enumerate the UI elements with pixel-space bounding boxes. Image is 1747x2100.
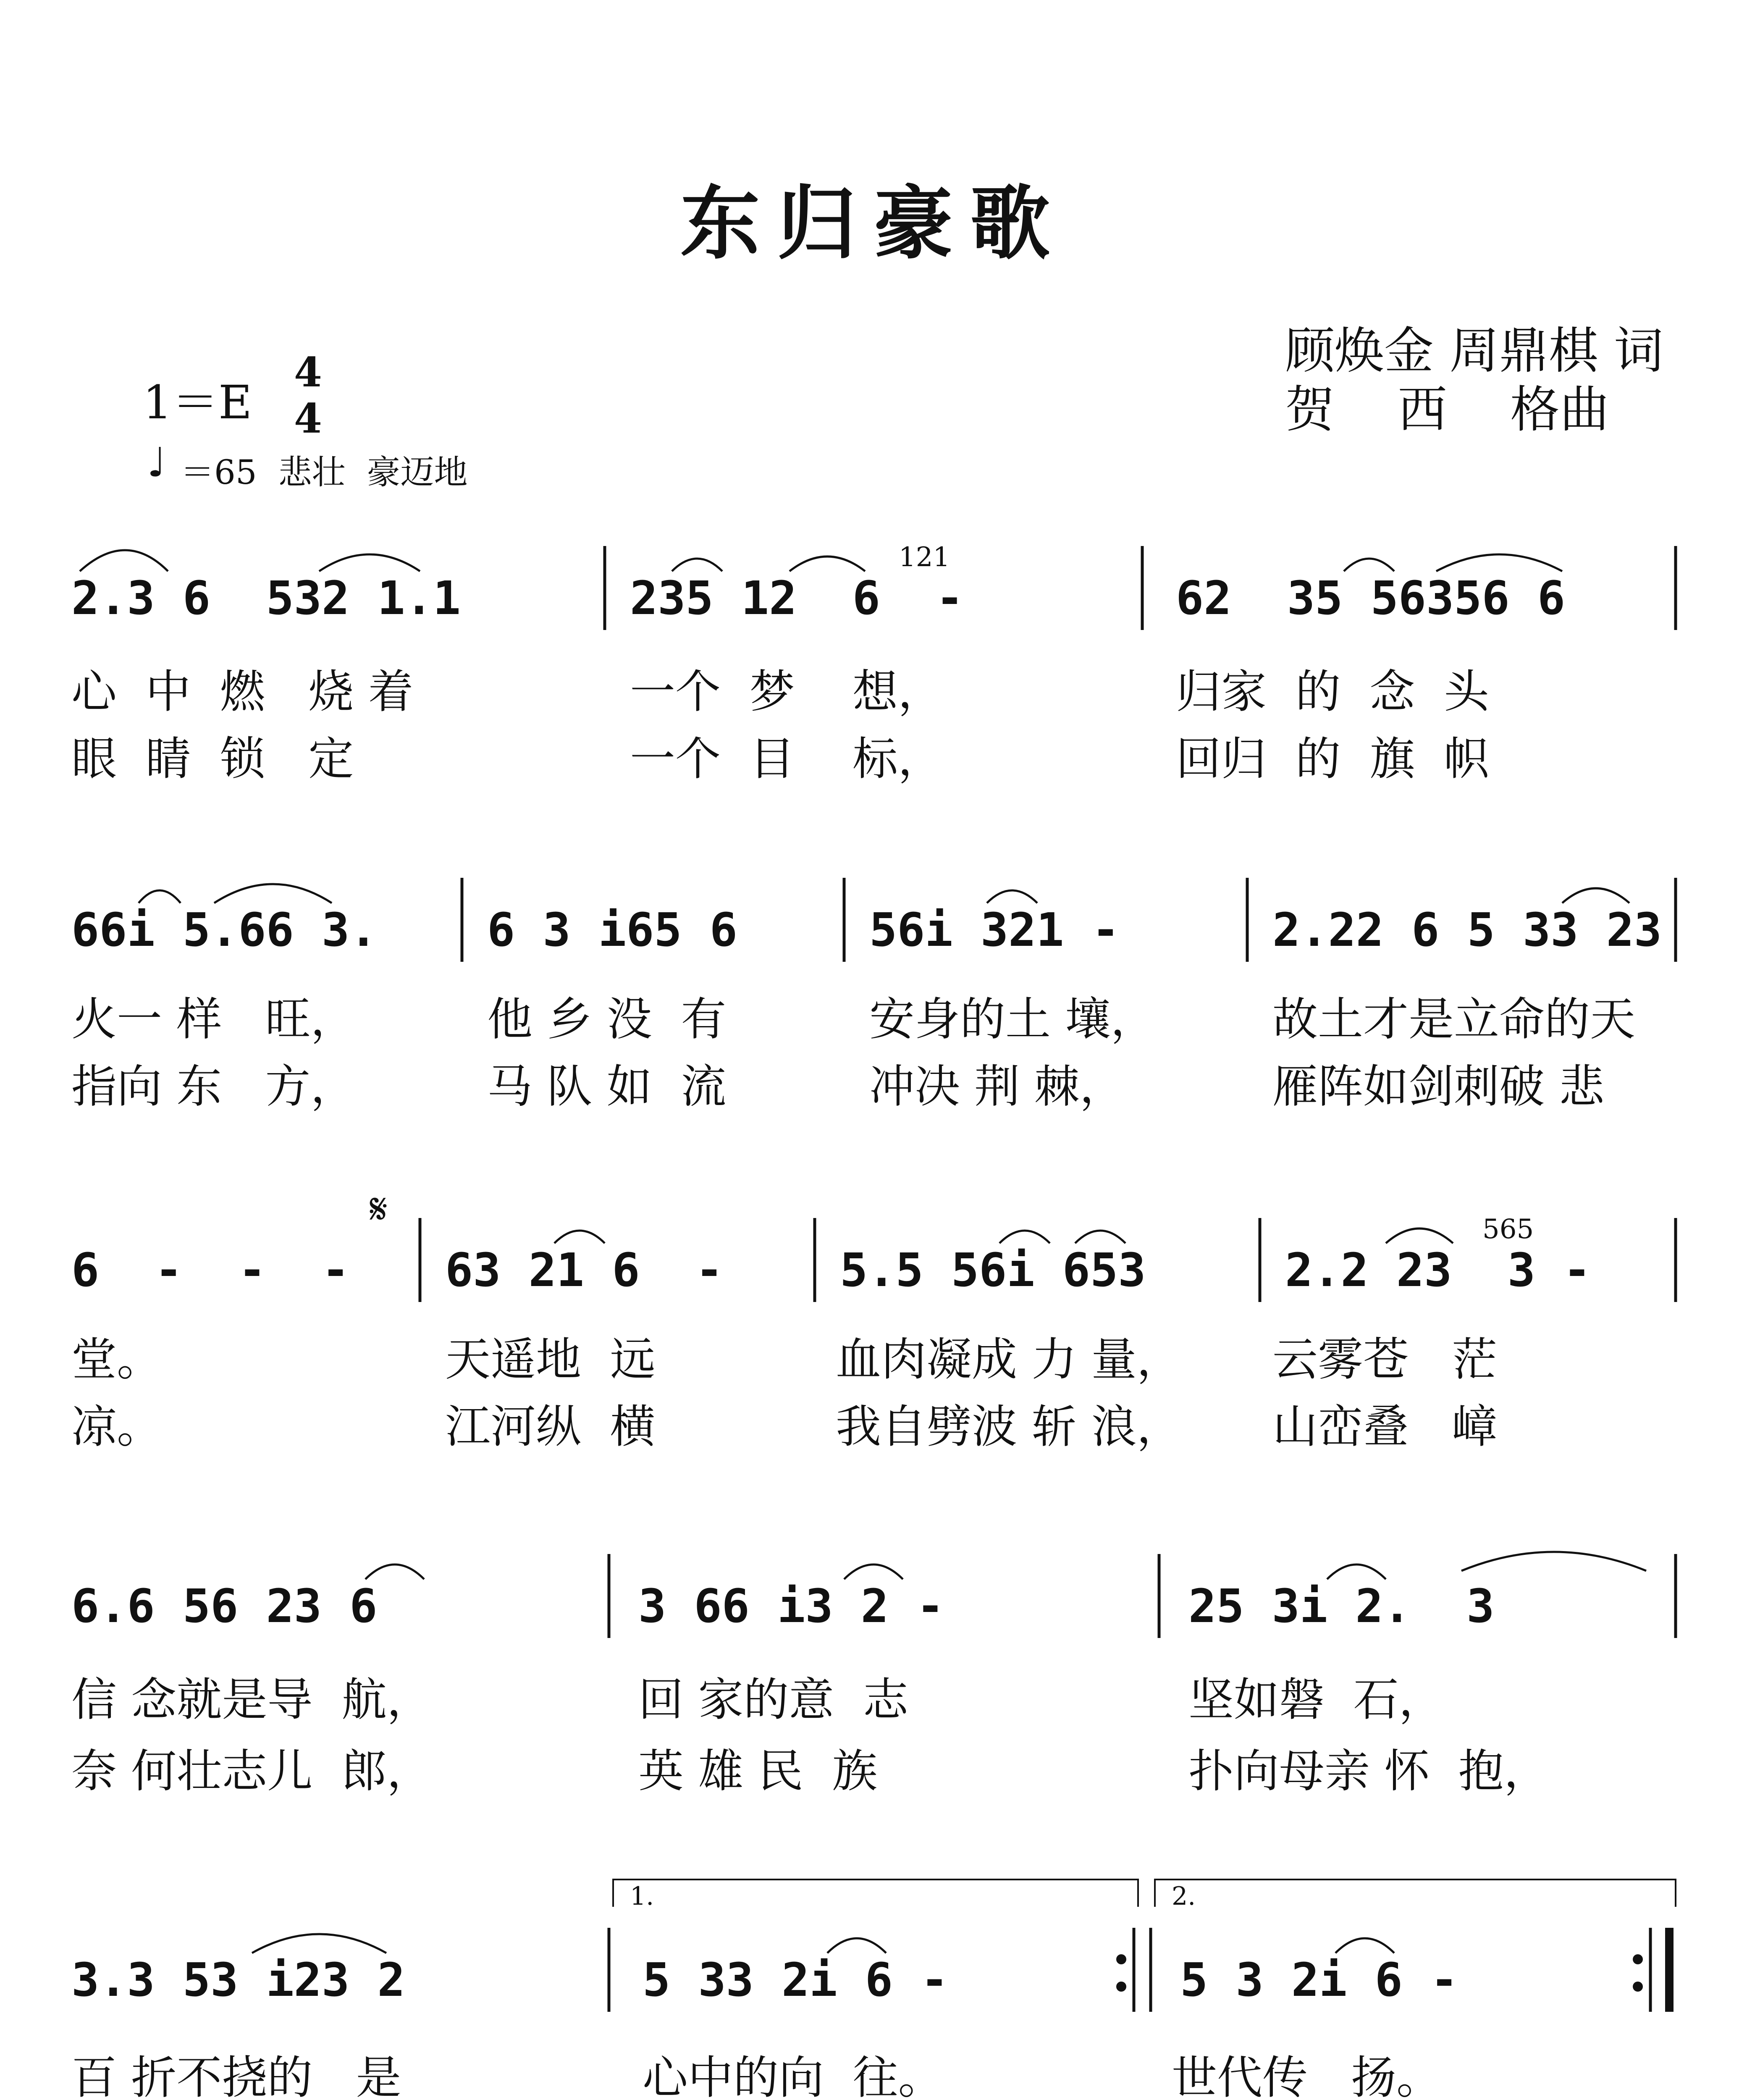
lyric-line: 百 折不挠的 是 xyxy=(71,2052,401,2100)
lyric-line: 云雾苍 茫 xyxy=(1272,1334,1497,1386)
slur-mark xyxy=(554,1231,605,1243)
slur-mark xyxy=(1461,1552,1646,1571)
slur-mark xyxy=(672,559,722,571)
lyric-line: 血肉凝成 力 量， xyxy=(836,1334,1182,1386)
measure-14: 25 3i 2. 3 xyxy=(1188,1579,1495,1633)
lyric-line: 扑向母亲 怀 抱， xyxy=(1188,1745,1549,1798)
lyric-line: 冲决 荆 棘， xyxy=(869,1060,1125,1113)
slur-mark xyxy=(80,550,168,571)
measure-17-second-ending: 5 3 2i 6 - xyxy=(1180,1953,1458,2007)
slur-mark xyxy=(1436,554,1562,571)
lyric-line: 世代传 扬。 xyxy=(1172,2052,1442,2100)
measure-4: 66i 5.66 3. xyxy=(71,903,378,957)
composer-credit: 贺 西 格曲 xyxy=(1285,381,1610,438)
lyric-line: 安身的土 壤， xyxy=(869,993,1156,1046)
slur-mark xyxy=(1075,1231,1125,1243)
lyric-line: 英 雄 民 族 xyxy=(638,1745,878,1798)
slur-mark xyxy=(252,1934,386,1953)
grace-notes-121: 121 xyxy=(899,542,950,573)
measure-12: 6.6 56 23 6 xyxy=(71,1579,378,1633)
slur-mark xyxy=(1562,888,1629,903)
lyric-line: 坚如磐 石， xyxy=(1188,1674,1444,1726)
grace-notes-565: 565 xyxy=(1482,1214,1534,1245)
repeat-dot xyxy=(1116,1954,1126,1964)
measure-15: 3.3 53 i23 2 xyxy=(71,1953,405,2007)
measure-6: 56i 321 - xyxy=(869,903,1120,957)
slur-mark xyxy=(987,890,1037,903)
measure-10: 5.5 56i 653 xyxy=(840,1243,1146,1297)
slur-mark xyxy=(214,884,332,903)
lyric-line: 凉。 xyxy=(71,1401,163,1453)
tempo-marking: ＝65 悲壮 豪迈地 xyxy=(181,453,468,492)
lyric-line: 眼 睛 锁 定 xyxy=(71,733,354,785)
slur-mark xyxy=(365,1564,424,1579)
volta-2-bracket xyxy=(1155,1880,1676,1907)
lyric-line: 故土才是立命的天 xyxy=(1272,993,1636,1046)
lyric-line: 一个 梦 想， xyxy=(630,666,943,718)
measure-3: 62 35 56356 6 xyxy=(1176,571,1566,625)
lyric-line: 江河纵 横 xyxy=(445,1401,656,1453)
repeat-dot xyxy=(1116,1982,1126,1992)
slur-mark xyxy=(319,554,420,571)
slur-mark xyxy=(139,890,181,903)
quarter-note-icon: ♩ xyxy=(147,439,166,486)
time-signature-top: 4 xyxy=(294,349,322,396)
measure-13: 3 66 i3 2 - xyxy=(638,1579,944,1633)
segno-icon: 𝄋 xyxy=(370,1184,388,1234)
slur-mark xyxy=(999,1231,1050,1243)
measure-11: 2.2 23 3 - xyxy=(1285,1243,1591,1297)
time-signature-bottom: 4 xyxy=(294,395,322,442)
repeat-dot xyxy=(1633,1954,1643,1964)
lyric-line: 奈 何壮志儿 郎， xyxy=(71,1745,432,1798)
slur-mark xyxy=(1327,1564,1386,1579)
measure-7: 2.22 6 5 33 23 xyxy=(1272,903,1662,957)
lyric-line: 山峦叠 嶂 xyxy=(1272,1401,1497,1453)
measure-1: 2.3 6 532 1.1 xyxy=(71,571,461,625)
lyric-line: 堂。 xyxy=(71,1334,163,1386)
lyric-line: 心 中 燃 烧 着 xyxy=(71,666,414,718)
lyric-line: 归家 的 念 头 xyxy=(1176,666,1489,718)
lyric-line: 信 念就是导 航， xyxy=(71,1674,432,1726)
lyric-line: 一个 目 标， xyxy=(630,733,943,785)
measure-2: 235 12 6 - xyxy=(630,571,964,625)
lyric-line: 回归 的 旗 帜 xyxy=(1176,733,1489,785)
volta-1-label: 1. xyxy=(630,1882,654,1911)
lyric-line: 回 家的意 志 xyxy=(638,1674,908,1726)
lyric-line: 心中的向 往。 xyxy=(643,2052,944,2100)
repeat-dot xyxy=(1633,1982,1643,1992)
lyric-line: 雁阵如剑刺破 悲 xyxy=(1272,1060,1605,1113)
slur-mark xyxy=(790,556,865,571)
slur-mark xyxy=(844,1564,903,1579)
slur-mark xyxy=(1386,1228,1453,1243)
lyricists-credit: 顾焕金 周鼎棋 词 xyxy=(1285,322,1664,380)
measure-8: 6 - - - xyxy=(71,1243,350,1297)
lyric-line: 他 乡 没 有 xyxy=(487,993,727,1046)
measure-9: 63 21 6 - xyxy=(445,1243,724,1297)
lyric-line: 天遥地 远 xyxy=(445,1334,656,1386)
lyric-line: 马 队 如 流 xyxy=(487,1060,727,1113)
lyric-line: 指向 东 方， xyxy=(71,1060,356,1113)
volta-1-bracket xyxy=(613,1880,1138,1907)
song-title: 东归豪歌 xyxy=(680,176,1067,270)
key-signature: 1＝E xyxy=(143,375,252,429)
volta-2-label: 2. xyxy=(1172,1882,1196,1911)
slur-mark xyxy=(1344,559,1394,571)
measure-16-first-ending: 5 33 2i 6 - xyxy=(643,1953,949,2007)
slur-mark xyxy=(1335,1938,1394,1953)
lyric-line: 我自劈波 斩 浪， xyxy=(836,1401,1182,1453)
measure-5: 6 3 i65 6 xyxy=(487,903,738,957)
slur-mark xyxy=(827,1938,886,1953)
lyric-line: 火一 样 旺， xyxy=(71,993,356,1046)
